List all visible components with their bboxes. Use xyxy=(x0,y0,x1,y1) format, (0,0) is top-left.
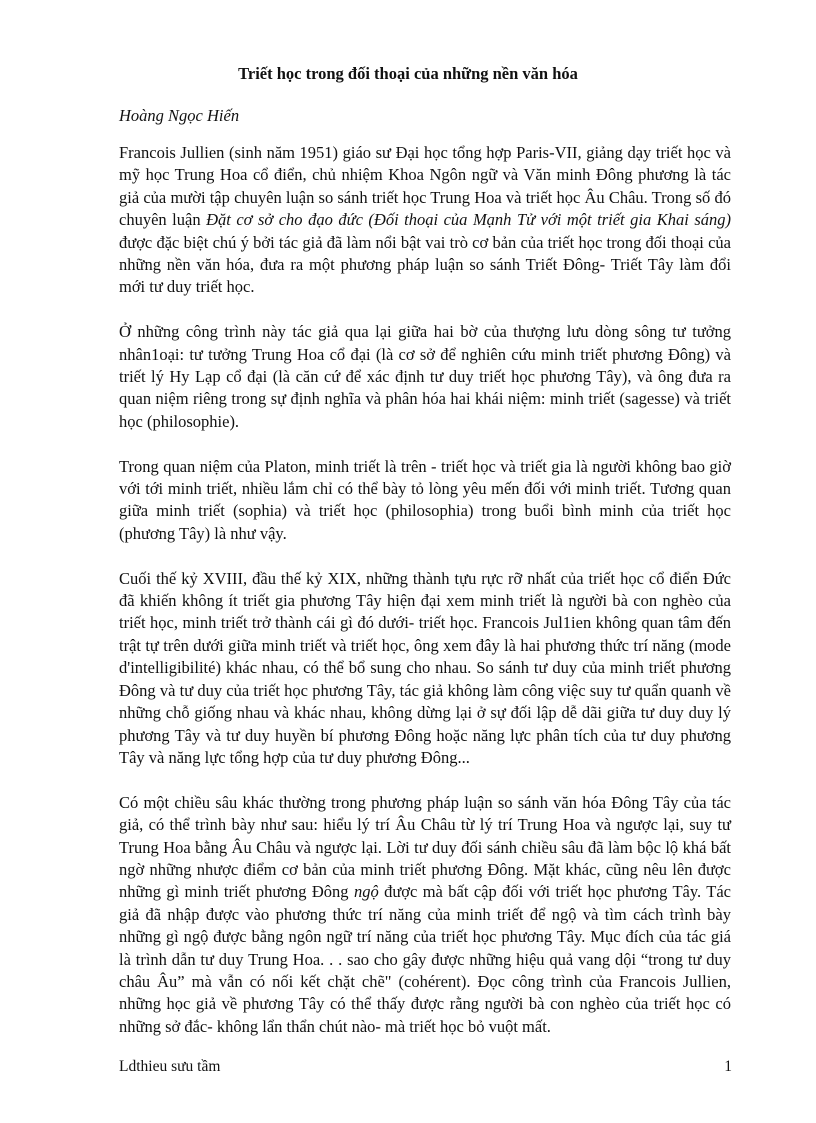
paragraph-text: Ở những công trình này tác giả qua lại giữa hai bờ của thượng lưu dòng sông tư tưởng nhân1oại: tư tưởng Trung Hoa cổ đại (là cơ sở để nghiên cứu minh triết phương Đông) và triết lý Hy Lạp cổ đại (là căn cứ để xác định tư duy triết học phương Tây), và ông đưa ra quan niệm riêng trong sự định nghĩa và phân hóa hai khái niệm: minh triết (sagesse) và triết học (philosophie). xyxy=(119,322,731,431)
paragraph-1 xyxy=(119,142,731,299)
paragraph-3 xyxy=(119,456,731,546)
paragraph-text: Francois Jullien (sinh năm 1951) giáo sư Đại học tổng hợp Paris-VII, giảng dạy triết học và mỹ học Trung Hoa cổ điển, chủ nhiệm Khoa Ngôn ngữ và Văn minh Đông phương là tác giả của mười tập chuyên luận so sánh triết học Trung Hoa và triết học Âu Châu. Trong số đó chuyên luận xyxy=(119,143,731,230)
paragraph-text: Có một chiều sâu khác thường trong phương pháp luận so sánh văn hóa Đông Tây của tác giả, có thể trình bày như sau: hiểu lý trí Âu Châu từ lý trí Trung Hoa và ngược lại, suy tư Trung Hoa bằng Âu Châu và ngược lại. Lời tư duy đối sánh chiều sâu đã làm bộc lộ khá bất ngờ những nhược điểm cơ bản của minh triết phương Đông. Mặt khác, cũng nêu lên được những gì minh triết phương Đông xyxy=(119,792,731,902)
paragraph-2 xyxy=(119,321,731,433)
document-author: Hoàng Ngọc Hiến xyxy=(119,106,240,125)
document-title: Triết học trong đối thoại của những nền văn hóa xyxy=(238,64,578,83)
paragraph-4 xyxy=(119,568,731,770)
paragraph-text: Cuối thế kỷ XVIII, đầu thế kỷ XIX, những thành tựu rực rỡ nhất của triết học cổ điển Đức đã khiến không ít triết gia phương Tây hiện đại xem minh triết là người bà con nghèo của triết học, minh triết trở thành cái gì đó dưới- triết học. Francois Jul1ien không quan tâm đến trật tự trên dưới giữa minh triết và triết học, ông xem đây là hai phương thức trí năng (mode d'intelligibilité) khác nhau, có thể bổ sung cho nhau. So sánh tư duy của minh triết phương Đông và tư duy của triết học phương Tây, tác giả không làm công việc suy tư quẩn quanh về những chỗ giống nhau và khác nhau, không dừng lại ở sự đối lập dễ dãi giữa tư duy duy lý phương Tây và tư duy huyền bí phương Đông hoặc năng lực phân tích của tư duy phương Tây và năng lực tổng hợp của tư duy phương Đông... xyxy=(119,568,731,767)
emphasized-title: Đặt cơ sở cho đạo đức (Đối thoại của Mạnh Tử với một triết gia Khai sáng) xyxy=(206,210,731,230)
footer-source: Ldthieu sưu tầm xyxy=(119,1058,221,1075)
paragraph-5 xyxy=(119,792,731,1038)
page-number: 1 xyxy=(724,1058,732,1075)
paragraph-text: được đặc biệt chú ý bởi tác giả đã làm nổi bật vai trò cơ bản của triết học trong đối thoại của những nền văn hóa, đưa ra một phương pháp luận so sánh Triết Đông- Triết Tây làm đổi mới tư duy triết học. xyxy=(119,232,731,297)
document-body xyxy=(119,142,731,1061)
paragraph-text: được mà bất cập đối với triết học phương Tây. Tác giả đã nhập được vào phương thức trí năng của minh triết để ngộ và tìm cách trình bày những gì ngộ được bằng ngôn ngữ trí năng của triết học phương Tây. Mục đích của tác giá là trình dẫn tư duy Trung Hoa. . . sao cho gây được những hiệu quả vang dội “trong tư duy châu Âu” mà vẫn có nối kết chặt chẽ" (cohérent). Đọc công trình của Francois Jullien, những học giả về phương Tây có thể thấy được rằng người bà con nghèo của triết học có những sở đắc- không lẩn thẩn chút nào- mà triết học bỏ vuột mất. xyxy=(119,882,731,1036)
paragraph-text: Trong quan niệm của Platon, minh triết là trên - triết học và triết gia là người không bao giờ với tới minh triết, nhiều lắm chỉ có thể bày tỏ lòng yêu mến đối với minh triết. Tương quan giữa minh triết (sophia) và triết học (philosophia) trong buổi bình minh của triết học (phương Tây) là như vậy. xyxy=(119,456,731,543)
emphasized-word: ngộ xyxy=(353,882,379,902)
